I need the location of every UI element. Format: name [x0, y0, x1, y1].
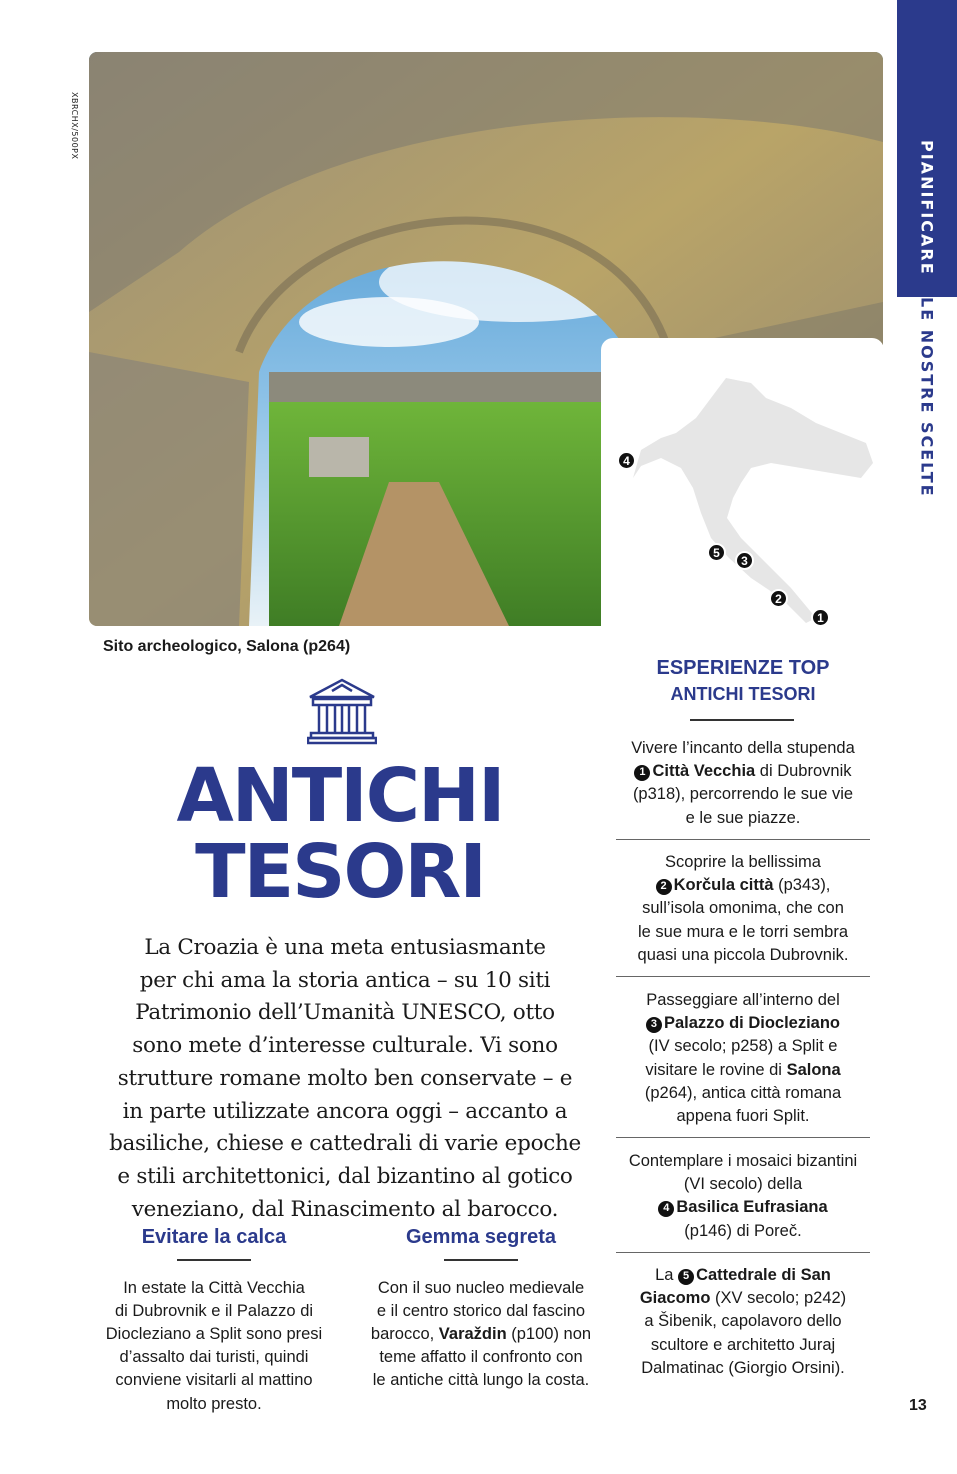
intro-line: in parte utilizzate ancora oggi – accanto a	[122, 1098, 568, 1124]
heading: ESPERIENZE TOP	[656, 657, 830, 679]
experience-item	[616, 1150, 870, 1243]
divider	[177, 1259, 251, 1261]
number-badge: 3	[646, 1017, 662, 1033]
text: (p343),	[773, 876, 831, 895]
text: visitare le rovine di	[645, 1060, 787, 1079]
tip-line: e il centro storico dal fascino	[376, 1301, 586, 1320]
intro-line: veneziano, dal Rinascimento al barocco.	[131, 1196, 559, 1222]
title-line: ANTICHI	[176, 753, 504, 839]
experience-item	[616, 1264, 870, 1380]
map-pin: 3	[735, 551, 754, 570]
place-name: Varaždin	[438, 1324, 507, 1343]
text: a Šibenik, capolavoro dello	[644, 1312, 842, 1331]
tip-line: Diocleziano a Split sono presi	[105, 1324, 323, 1343]
text: appena fuori Split.	[676, 1107, 810, 1126]
tip-line: le antiche città lungo la costa.	[372, 1371, 590, 1390]
photo-caption: Sito archeologico, Salona (p264)	[103, 638, 351, 655]
text: (p318), percorrendo le sue vie	[632, 785, 854, 804]
map-pin: 2	[769, 589, 788, 608]
number-badge: 5	[678, 1269, 694, 1285]
tip-line: Con il suo nucleo medievale	[377, 1278, 585, 1297]
text: (p146) di Poreč.	[684, 1221, 802, 1240]
experience-item	[616, 989, 870, 1128]
text: Vivere l’incanto della stupenda	[631, 739, 855, 757]
place-name: Giacomo	[639, 1289, 711, 1308]
map-pin: 4	[617, 451, 636, 470]
intro-line: sono mete d’interesse culturale. Vi sono	[132, 1033, 558, 1059]
divider	[690, 719, 794, 721]
map-pin: 1	[811, 608, 830, 627]
tip-box-hidden-gem	[356, 1226, 606, 1393]
divider	[616, 1252, 870, 1253]
subsection-label: LE NOSTRE SCELTE	[917, 297, 937, 498]
text: Contemplare i mosaici bizantini	[628, 1152, 858, 1170]
divider	[616, 839, 870, 840]
text: (VI secolo) della	[683, 1175, 803, 1194]
page-title	[110, 753, 570, 915]
text: (IV secolo; p258) a Split e	[648, 1037, 838, 1056]
text: (p100) non	[506, 1324, 592, 1343]
text: barocco,	[370, 1324, 439, 1343]
tip-heading: Evitare la calca	[141, 1226, 287, 1248]
text: Scoprire la bellissima	[665, 853, 821, 871]
intro-line: e stili architettonici, dal bizantino al gotico	[117, 1163, 573, 1189]
text: La	[655, 1266, 679, 1284]
place-name: Palazzo di Diocleziano	[663, 1014, 841, 1033]
tip-text	[356, 1277, 606, 1393]
text: Dalmatinac (Giorgio Orsini).	[641, 1358, 845, 1377]
number-badge: 4	[658, 1201, 674, 1217]
divider	[616, 976, 870, 977]
title-line: TESORI	[195, 829, 485, 915]
place-name: Salona	[786, 1060, 841, 1079]
temple-icon	[307, 677, 377, 750]
place-name: Basilica Eufrasiana	[676, 1198, 828, 1217]
text: e le sue piazze.	[685, 808, 801, 827]
tip-text	[90, 1277, 338, 1416]
text: di Dubrovnik	[755, 762, 852, 781]
divider	[616, 1137, 870, 1138]
number-badge: 1	[634, 765, 650, 781]
text: quasi una piccola Dubrovnik.	[637, 945, 849, 964]
tip-line: conviene visitarli al mattino	[115, 1371, 313, 1390]
place-name: Korčula città	[673, 876, 774, 895]
intro-paragraph	[95, 932, 595, 1226]
section-label: PIANIFICARE	[917, 140, 937, 276]
text: (p264), antica città romana	[644, 1083, 842, 1102]
experience-item	[616, 851, 870, 967]
tip-line: teme affatto il confronto con	[379, 1348, 583, 1367]
place-name: Cattedrale di San	[696, 1266, 831, 1284]
divider	[444, 1259, 518, 1261]
tip-line: In estate la Città Vecchia	[123, 1278, 305, 1297]
place-name: Città Vecchia	[652, 762, 756, 781]
tip-heading: Gemma segreta	[405, 1226, 557, 1248]
text: sull’isola omonima, che con	[642, 899, 844, 918]
tip-line	[356, 1323, 606, 1346]
map-pin: 5	[707, 543, 726, 562]
croatia-map	[601, 338, 884, 638]
intro-line: La Croazia è una meta entusiasmante	[144, 935, 546, 960]
intro-line: strutture romane molto ben conservate – e	[117, 1065, 573, 1091]
number-badge: 2	[656, 879, 672, 895]
tip-line: molto presto.	[166, 1394, 262, 1413]
text: le sue mura e le torri sembra	[638, 922, 848, 941]
experience-item	[616, 737, 870, 830]
text: (XV secolo; p242)	[710, 1289, 847, 1308]
subheading: ANTICHI TESORI	[670, 684, 816, 704]
intro-line: per chi ama la storia antica – su 10 siti	[139, 967, 551, 993]
tip-line: d’assalto dai turisti, quindi	[119, 1348, 309, 1367]
page-number: 13	[909, 1397, 927, 1414]
text: scultore e architetto Juraj	[650, 1335, 836, 1354]
top-experiences-heading	[618, 657, 868, 705]
intro-line: Patrimonio dell’Umanità UNESCO, otto	[135, 1000, 555, 1026]
photo-credit: XBRCHX/500PX	[70, 92, 79, 160]
tip-line: di Dubrovnik e il Palazzo di	[114, 1301, 314, 1320]
tip-box-crowds	[90, 1226, 338, 1416]
intro-line: basiliche, chiese e cattedrali di varie epoche	[109, 1131, 581, 1157]
text: Passeggiare all’interno del	[646, 991, 840, 1009]
